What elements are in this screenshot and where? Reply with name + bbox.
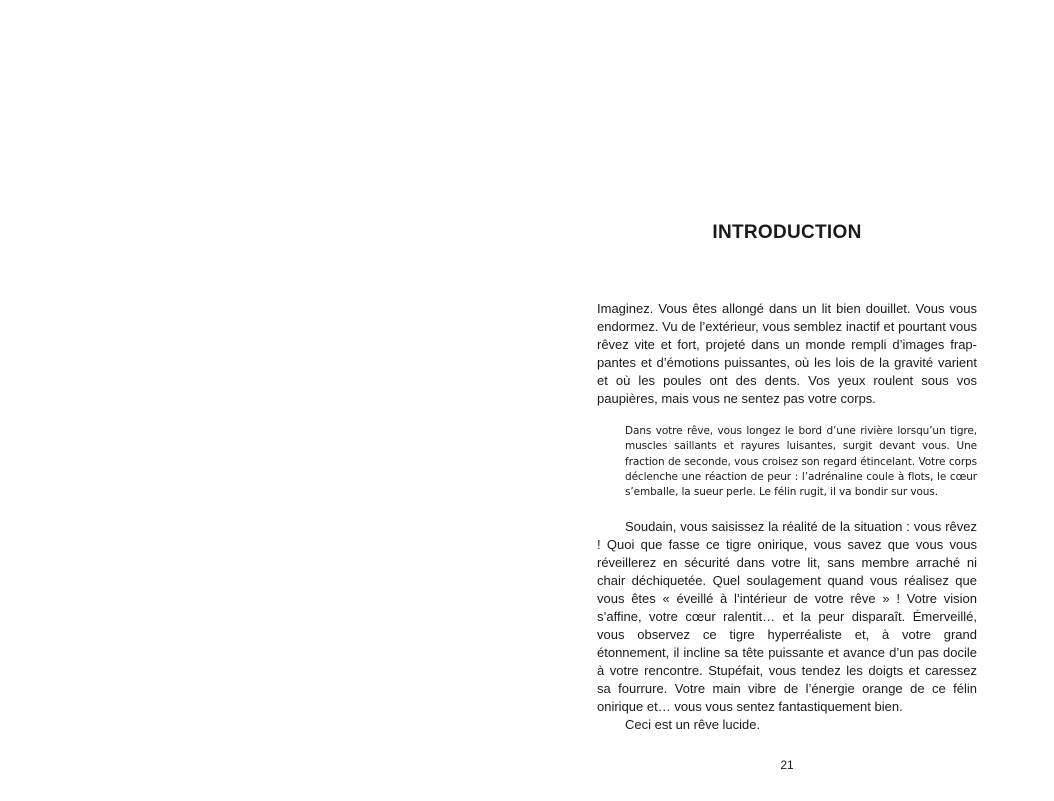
paragraph-realization: Soudain, vous saisissez la réalité de la situation : vous rêvez ! Quoi que fasse ce tigre onirique, vous savez que vous vous réveillerez en sécurité dans votre lit, sans membre arraché ni chair déchiquetée. Quel soulagement quand vous réalisez que vous êtes « éveillé à l’intérieur de votre rêve » ! Votre vision s’affine, votre cœur ralentit… et la peur disparaît. Émerveillé, vous observez ce tigre hyperréaliste et, à votre grand étonnement, il incline sa tête puissante et avance d’un pas docile à votre rencontre. Stupéfait, vous tendez les doigts et caressez sa fourrure. Votre main vibre de l’énergie orange de ce félin onirique et… vous vous sentez fantastiquement bien. xyxy=(597,519,977,714)
paragraph-intro: Imaginez. Vous êtes allongé dans un lit bien douillet. Vous vous endormez. Vu de l’extérieur, vous semblez inactif et pourtant vous rêvez vite et fort, projeté dans un monde rempli d’images frappantes et d’émotions puissantes, où les lois de la gravité varient et où les poules ont des dents. Vos yeux roulent sous vos paupières, mais vous ne sentez pas votre corps. xyxy=(597,301,977,406)
chapter-title: INTRODUCTION xyxy=(712,222,862,243)
paragraph-conclusion: Ceci est un rêve lucide. xyxy=(625,717,761,732)
dream-quote-block: Dans votre rêve, vous longez le bord d’une rivière lorsqu’un tigre, muscles saillants et rayures luisantes, surgit devant vous. Une fraction de seconde, vous croisez son regard étincelant. Votre corps déclenche une réaction de peur : l’adrénaline coule à flots, le cœur s’emballe, la sueur perle. Le félin rugit, il va bondir sur vous. xyxy=(625,425,977,499)
page-number: 21 xyxy=(780,758,794,772)
right-page xyxy=(527,0,1054,801)
